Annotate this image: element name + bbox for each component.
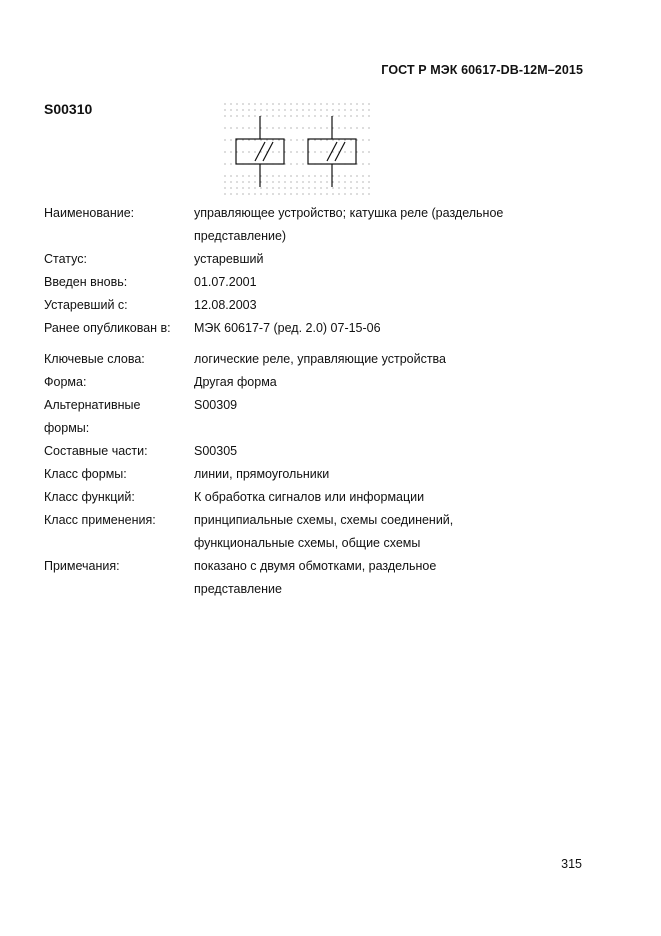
grid-dot: [362, 139, 363, 140]
attribute-label: [44, 509, 194, 555]
grid-dot: [230, 109, 231, 110]
grid-dot: [290, 163, 291, 164]
grid-dot: [278, 187, 279, 188]
grid-dot: [254, 115, 255, 116]
grid-dot: [368, 127, 369, 128]
grid-dot: [272, 115, 273, 116]
grid-dot: [314, 103, 315, 104]
grid-dot: [230, 151, 231, 152]
grid-dot: [260, 187, 261, 188]
grid-dot: [368, 187, 369, 188]
grid-dot: [230, 193, 231, 194]
grid-dot: [224, 187, 225, 188]
attribute-value-line: устаревший: [194, 252, 264, 266]
attribute-value: [194, 294, 604, 317]
grid-dot: [296, 193, 297, 194]
grid-dot: [242, 127, 243, 128]
grid-dot: [350, 151, 351, 152]
grid-dot: [242, 181, 243, 182]
attribute-value-line: функциональные схемы, общие схемы: [194, 536, 421, 550]
grid-dot: [338, 193, 339, 194]
grid-dot: [278, 151, 279, 152]
grid-dot: [344, 127, 345, 128]
grid-dot: [224, 175, 225, 176]
grid-dot: [242, 193, 243, 194]
grid-dot: [290, 115, 291, 116]
grid-dot: [368, 103, 369, 104]
grid-dot: [230, 163, 231, 164]
attribute-row: [44, 486, 604, 509]
attribute-value-line: представление: [194, 582, 282, 596]
grid-dot: [284, 181, 285, 182]
grid-dot: [296, 115, 297, 116]
grid-dot: [356, 115, 357, 116]
grid-dot: [296, 175, 297, 176]
grid-dot: [296, 139, 297, 140]
attribute-value: [194, 317, 604, 340]
grid-dot: [308, 109, 309, 110]
attribute-row: [44, 555, 604, 601]
grid-dot: [284, 127, 285, 128]
grid-dot: [362, 127, 363, 128]
grid-dot: [254, 109, 255, 110]
grid-dot: [362, 163, 363, 164]
grid-dot: [296, 163, 297, 164]
grid-dot: [230, 139, 231, 140]
grid-dot: [362, 109, 363, 110]
grid-dot: [290, 139, 291, 140]
grid-dot: [266, 109, 267, 110]
attribute-row: [44, 202, 604, 248]
grid-dot: [302, 109, 303, 110]
grid-dot: [272, 193, 273, 194]
grid-dot: [320, 187, 321, 188]
grid-dot: [338, 187, 339, 188]
attribute-value: [194, 202, 604, 248]
grid-dot: [254, 175, 255, 176]
attribute-label-line: Класс применения:: [44, 513, 156, 527]
grid-dot: [362, 115, 363, 116]
grid-dot: [284, 193, 285, 194]
grid-dot: [230, 181, 231, 182]
grid-dot: [320, 109, 321, 110]
grid-dot: [236, 175, 237, 176]
grid-dot: [224, 115, 225, 116]
grid-dot: [368, 181, 369, 182]
attribute-label-line: Наименование:: [44, 206, 135, 220]
grid-dot: [236, 193, 237, 194]
grid-dot: [368, 139, 369, 140]
grid-dot: [278, 127, 279, 128]
grid-dot: [260, 103, 261, 104]
relay-coil-symbol: [222, 101, 372, 201]
grid-dot: [242, 175, 243, 176]
grid-dot: [290, 127, 291, 128]
grid-dot: [254, 151, 255, 152]
grid-dot: [308, 175, 309, 176]
grid-dot: [326, 151, 327, 152]
grid-dot: [356, 127, 357, 128]
grid-dot: [338, 175, 339, 176]
grid-dot: [320, 127, 321, 128]
grid-dot: [320, 115, 321, 116]
grid-dot: [344, 115, 345, 116]
grid-dot: [362, 175, 363, 176]
grid-dot: [242, 151, 243, 152]
grid-dot: [236, 109, 237, 110]
grid-dot: [296, 151, 297, 152]
grid-dot: [236, 187, 237, 188]
grid-dot: [284, 115, 285, 116]
grid-dot: [266, 115, 267, 116]
grid-dot: [314, 127, 315, 128]
grid-dot: [338, 103, 339, 104]
grid-dot: [266, 127, 267, 128]
grid-dot: [350, 193, 351, 194]
grid-dot: [278, 193, 279, 194]
grid-dot: [362, 103, 363, 104]
grid-dot: [308, 181, 309, 182]
grid-dot: [314, 193, 315, 194]
grid-dot: [308, 103, 309, 104]
grid-dot: [344, 151, 345, 152]
grid-dot: [224, 139, 225, 140]
page-number: 315: [561, 857, 582, 871]
attribute-label: [44, 348, 194, 371]
attribute-value: [194, 248, 604, 271]
grid-dot: [242, 115, 243, 116]
attribute-value-line: показано с двумя обмотками, раздельное: [194, 559, 437, 573]
grid-dot: [272, 109, 273, 110]
attribute-label-line: Статус:: [44, 252, 87, 266]
grid-dot: [254, 187, 255, 188]
attribute-row: [44, 271, 604, 294]
grid-dot: [272, 187, 273, 188]
grid-dot: [230, 115, 231, 116]
grid-dot: [290, 109, 291, 110]
attribute-value-line: управляющее устройство; катушка реле (раздельное: [194, 206, 504, 220]
attribute-label: [44, 394, 194, 440]
attribute-label-line: Введен вновь:: [44, 275, 128, 289]
grid-dot: [236, 181, 237, 182]
grid-dot: [266, 187, 267, 188]
symbol-code: S00310: [44, 101, 93, 117]
grid-dot: [320, 103, 321, 104]
attribute-row: [44, 294, 604, 317]
grid-dot: [368, 163, 369, 164]
grid-dot: [272, 103, 273, 104]
grid-dot: [350, 109, 351, 110]
attribute-value: [194, 348, 604, 371]
attribute-value: [194, 486, 604, 509]
grid-dot: [278, 103, 279, 104]
attribute-table: [44, 202, 604, 601]
grid-dot: [344, 103, 345, 104]
grid-dot: [308, 193, 309, 194]
grid-dot: [278, 115, 279, 116]
grid-dot: [290, 181, 291, 182]
grid-dot: [230, 175, 231, 176]
attribute-label-line: Альтернативные: [44, 398, 141, 412]
attribute-label: [44, 486, 194, 509]
grid-dot: [302, 175, 303, 176]
grid-dot: [248, 109, 249, 110]
grid-dot: [254, 181, 255, 182]
grid-dot: [326, 115, 327, 116]
attribute-label: [44, 317, 194, 340]
attribute-label: [44, 202, 194, 248]
grid-dot: [356, 187, 357, 188]
grid-dot: [284, 103, 285, 104]
grid-dot: [344, 181, 345, 182]
attribute-value: [194, 463, 604, 486]
grid-dot: [338, 127, 339, 128]
grid-dot: [338, 109, 339, 110]
grid-dot: [284, 187, 285, 188]
grid-dot: [302, 181, 303, 182]
grid-dot: [290, 187, 291, 188]
attribute-value-line: 01.07.2001: [194, 275, 257, 289]
grid-dot: [302, 115, 303, 116]
grid-dot: [344, 187, 345, 188]
attribute-label: [44, 463, 194, 486]
grid-dot: [326, 109, 327, 110]
grid-dot: [314, 109, 315, 110]
grid-dot: [266, 181, 267, 182]
grid-dot: [362, 181, 363, 182]
grid-dot: [332, 187, 333, 188]
attribute-label-line: Класс формы:: [44, 467, 127, 481]
attribute-value-line: МЭК 60617-7 (ред. 2.0) 07-15-06: [194, 321, 381, 335]
grid-dot: [230, 127, 231, 128]
grid-dot: [266, 175, 267, 176]
grid-dot: [356, 193, 357, 194]
attribute-row: [44, 348, 604, 371]
attribute-row: [44, 509, 604, 555]
attribute-row: [44, 394, 604, 440]
attribute-label: [44, 371, 194, 394]
grid-dot: [362, 151, 363, 152]
grid-dot: [284, 109, 285, 110]
grid-dot: [350, 115, 351, 116]
grid-dot: [350, 187, 351, 188]
grid-dot: [356, 175, 357, 176]
grid-dot: [272, 175, 273, 176]
grid-dot: [308, 115, 309, 116]
attribute-label-line: Примечания:: [44, 559, 120, 573]
attribute-value-line: логические реле, управляющие устройства: [194, 352, 447, 366]
grid-dot: [362, 193, 363, 194]
grid-dot: [248, 181, 249, 182]
grid-dot: [248, 103, 249, 104]
grid-dot: [224, 109, 225, 110]
attribute-label-line: формы:: [44, 421, 90, 435]
attribute-value: [194, 509, 604, 555]
grid-dot: [242, 103, 243, 104]
grid-dot: [308, 187, 309, 188]
attribute-value-line: Другая форма: [194, 375, 277, 389]
grid-dot: [308, 127, 309, 128]
grid-dot: [236, 127, 237, 128]
grid-dot: [260, 193, 261, 194]
grid-dot: [326, 193, 327, 194]
grid-dot: [254, 127, 255, 128]
grid-dot: [326, 103, 327, 104]
grid-dot: [350, 175, 351, 176]
grid-dot: [290, 151, 291, 152]
grid-dot: [356, 103, 357, 104]
attribute-value-line: S00305: [194, 444, 238, 458]
grid-dot: [296, 127, 297, 128]
grid-dot: [296, 103, 297, 104]
grid-dot: [368, 175, 369, 176]
grid-dot: [272, 181, 273, 182]
attribute-label-line: Ранее опубликован в:: [44, 321, 171, 335]
grid-dot: [356, 109, 357, 110]
grid-dot: [326, 187, 327, 188]
grid-dot: [362, 187, 363, 188]
grid-dot: [224, 151, 225, 152]
attribute-value-line: S00309: [194, 398, 238, 412]
attribute-value-line: принципиальные схемы, схемы соединений,: [194, 513, 454, 527]
grid-dot: [338, 115, 339, 116]
attribute-label: [44, 248, 194, 271]
attribute-label-line: Составные части:: [44, 444, 148, 458]
grid-dot: [248, 151, 249, 152]
grid-dot: [290, 193, 291, 194]
attribute-value: [194, 555, 604, 601]
grid-dot: [290, 175, 291, 176]
grid-dot: [326, 175, 327, 176]
attribute-row: [44, 317, 604, 340]
attribute-label: [44, 294, 194, 317]
grid-dot: [248, 193, 249, 194]
grid-dot: [320, 175, 321, 176]
attribute-row: [44, 440, 604, 463]
attribute-row: [44, 371, 604, 394]
grid-dot: [314, 175, 315, 176]
attribute-value: [194, 394, 604, 440]
attribute-label-line: Форма:: [44, 375, 87, 389]
grid-dot: [368, 151, 369, 152]
grid-dot: [296, 109, 297, 110]
grid-dot: [242, 109, 243, 110]
grid-dot: [332, 109, 333, 110]
attribute-value-line: линии, прямоугольники: [194, 467, 330, 481]
grid-dot: [296, 187, 297, 188]
grid-dot: [230, 187, 231, 188]
attribute-value-line: 12.08.2003: [194, 298, 257, 312]
grid-dot: [242, 187, 243, 188]
attribute-label: [44, 440, 194, 463]
grid-dot: [260, 109, 261, 110]
grid-dot: [290, 103, 291, 104]
grid-dot: [236, 115, 237, 116]
attribute-value: [194, 440, 604, 463]
attribute-value: [194, 271, 604, 294]
grid-dot: [302, 127, 303, 128]
grid-dot: [230, 103, 231, 104]
grid-dot: [254, 193, 255, 194]
attribute-value-line: представление): [194, 229, 287, 243]
grid-dot: [236, 103, 237, 104]
grid-dot: [332, 103, 333, 104]
attribute-label-line: Устаревший с:: [44, 298, 128, 312]
grid-dot: [368, 109, 369, 110]
grid-dot: [320, 181, 321, 182]
attribute-label: [44, 271, 194, 294]
grid-dot: [302, 187, 303, 188]
grid-dot: [296, 181, 297, 182]
grid-dot: [254, 103, 255, 104]
grid-dot: [248, 187, 249, 188]
grid-dot: [302, 163, 303, 164]
grid-dot: [272, 151, 273, 152]
grid-dot: [302, 151, 303, 152]
document-header: ГОСТ Р МЭК 60617-DB-12M–2015: [381, 63, 583, 77]
grid-dot: [326, 181, 327, 182]
grid-dot: [248, 127, 249, 128]
attribute-row: [44, 463, 604, 486]
grid-dot: [320, 193, 321, 194]
grid-dot: [314, 187, 315, 188]
grid-dot: [302, 139, 303, 140]
attribute-label-line: Ключевые слова:: [44, 352, 145, 366]
grid-dot: [368, 115, 369, 116]
grid-dot: [344, 175, 345, 176]
attribute-value-line: К обработка сигналов или информации: [194, 490, 425, 504]
attribute-value: [194, 371, 604, 394]
grid-dot: [224, 181, 225, 182]
grid-dot: [224, 103, 225, 104]
grid-dot: [278, 175, 279, 176]
grid-dot: [356, 181, 357, 182]
grid-dot: [368, 193, 369, 194]
grid-dot: [224, 193, 225, 194]
grid-dot: [302, 103, 303, 104]
attribute-label: [44, 555, 194, 601]
grid-dot: [314, 115, 315, 116]
grid-dot: [278, 181, 279, 182]
grid-dot: [338, 181, 339, 182]
grid-dot: [272, 127, 273, 128]
grid-dot: [326, 127, 327, 128]
grid-dot: [266, 193, 267, 194]
grid-dot: [350, 103, 351, 104]
grid-dot: [248, 115, 249, 116]
grid-dot: [224, 163, 225, 164]
grid-dot: [350, 127, 351, 128]
grid-dot: [332, 193, 333, 194]
grid-dot: [224, 127, 225, 128]
grid-dot: [320, 151, 321, 152]
grid-dot: [266, 103, 267, 104]
attribute-label-line: Класс функций:: [44, 490, 135, 504]
grid-dot: [344, 193, 345, 194]
grid-dot: [314, 151, 315, 152]
grid-dot: [278, 109, 279, 110]
grid-dot: [350, 181, 351, 182]
grid-dot: [284, 175, 285, 176]
grid-dot: [302, 193, 303, 194]
attribute-row: [44, 248, 604, 271]
grid-dot: [344, 109, 345, 110]
grid-dot: [314, 181, 315, 182]
grid-dot: [248, 175, 249, 176]
